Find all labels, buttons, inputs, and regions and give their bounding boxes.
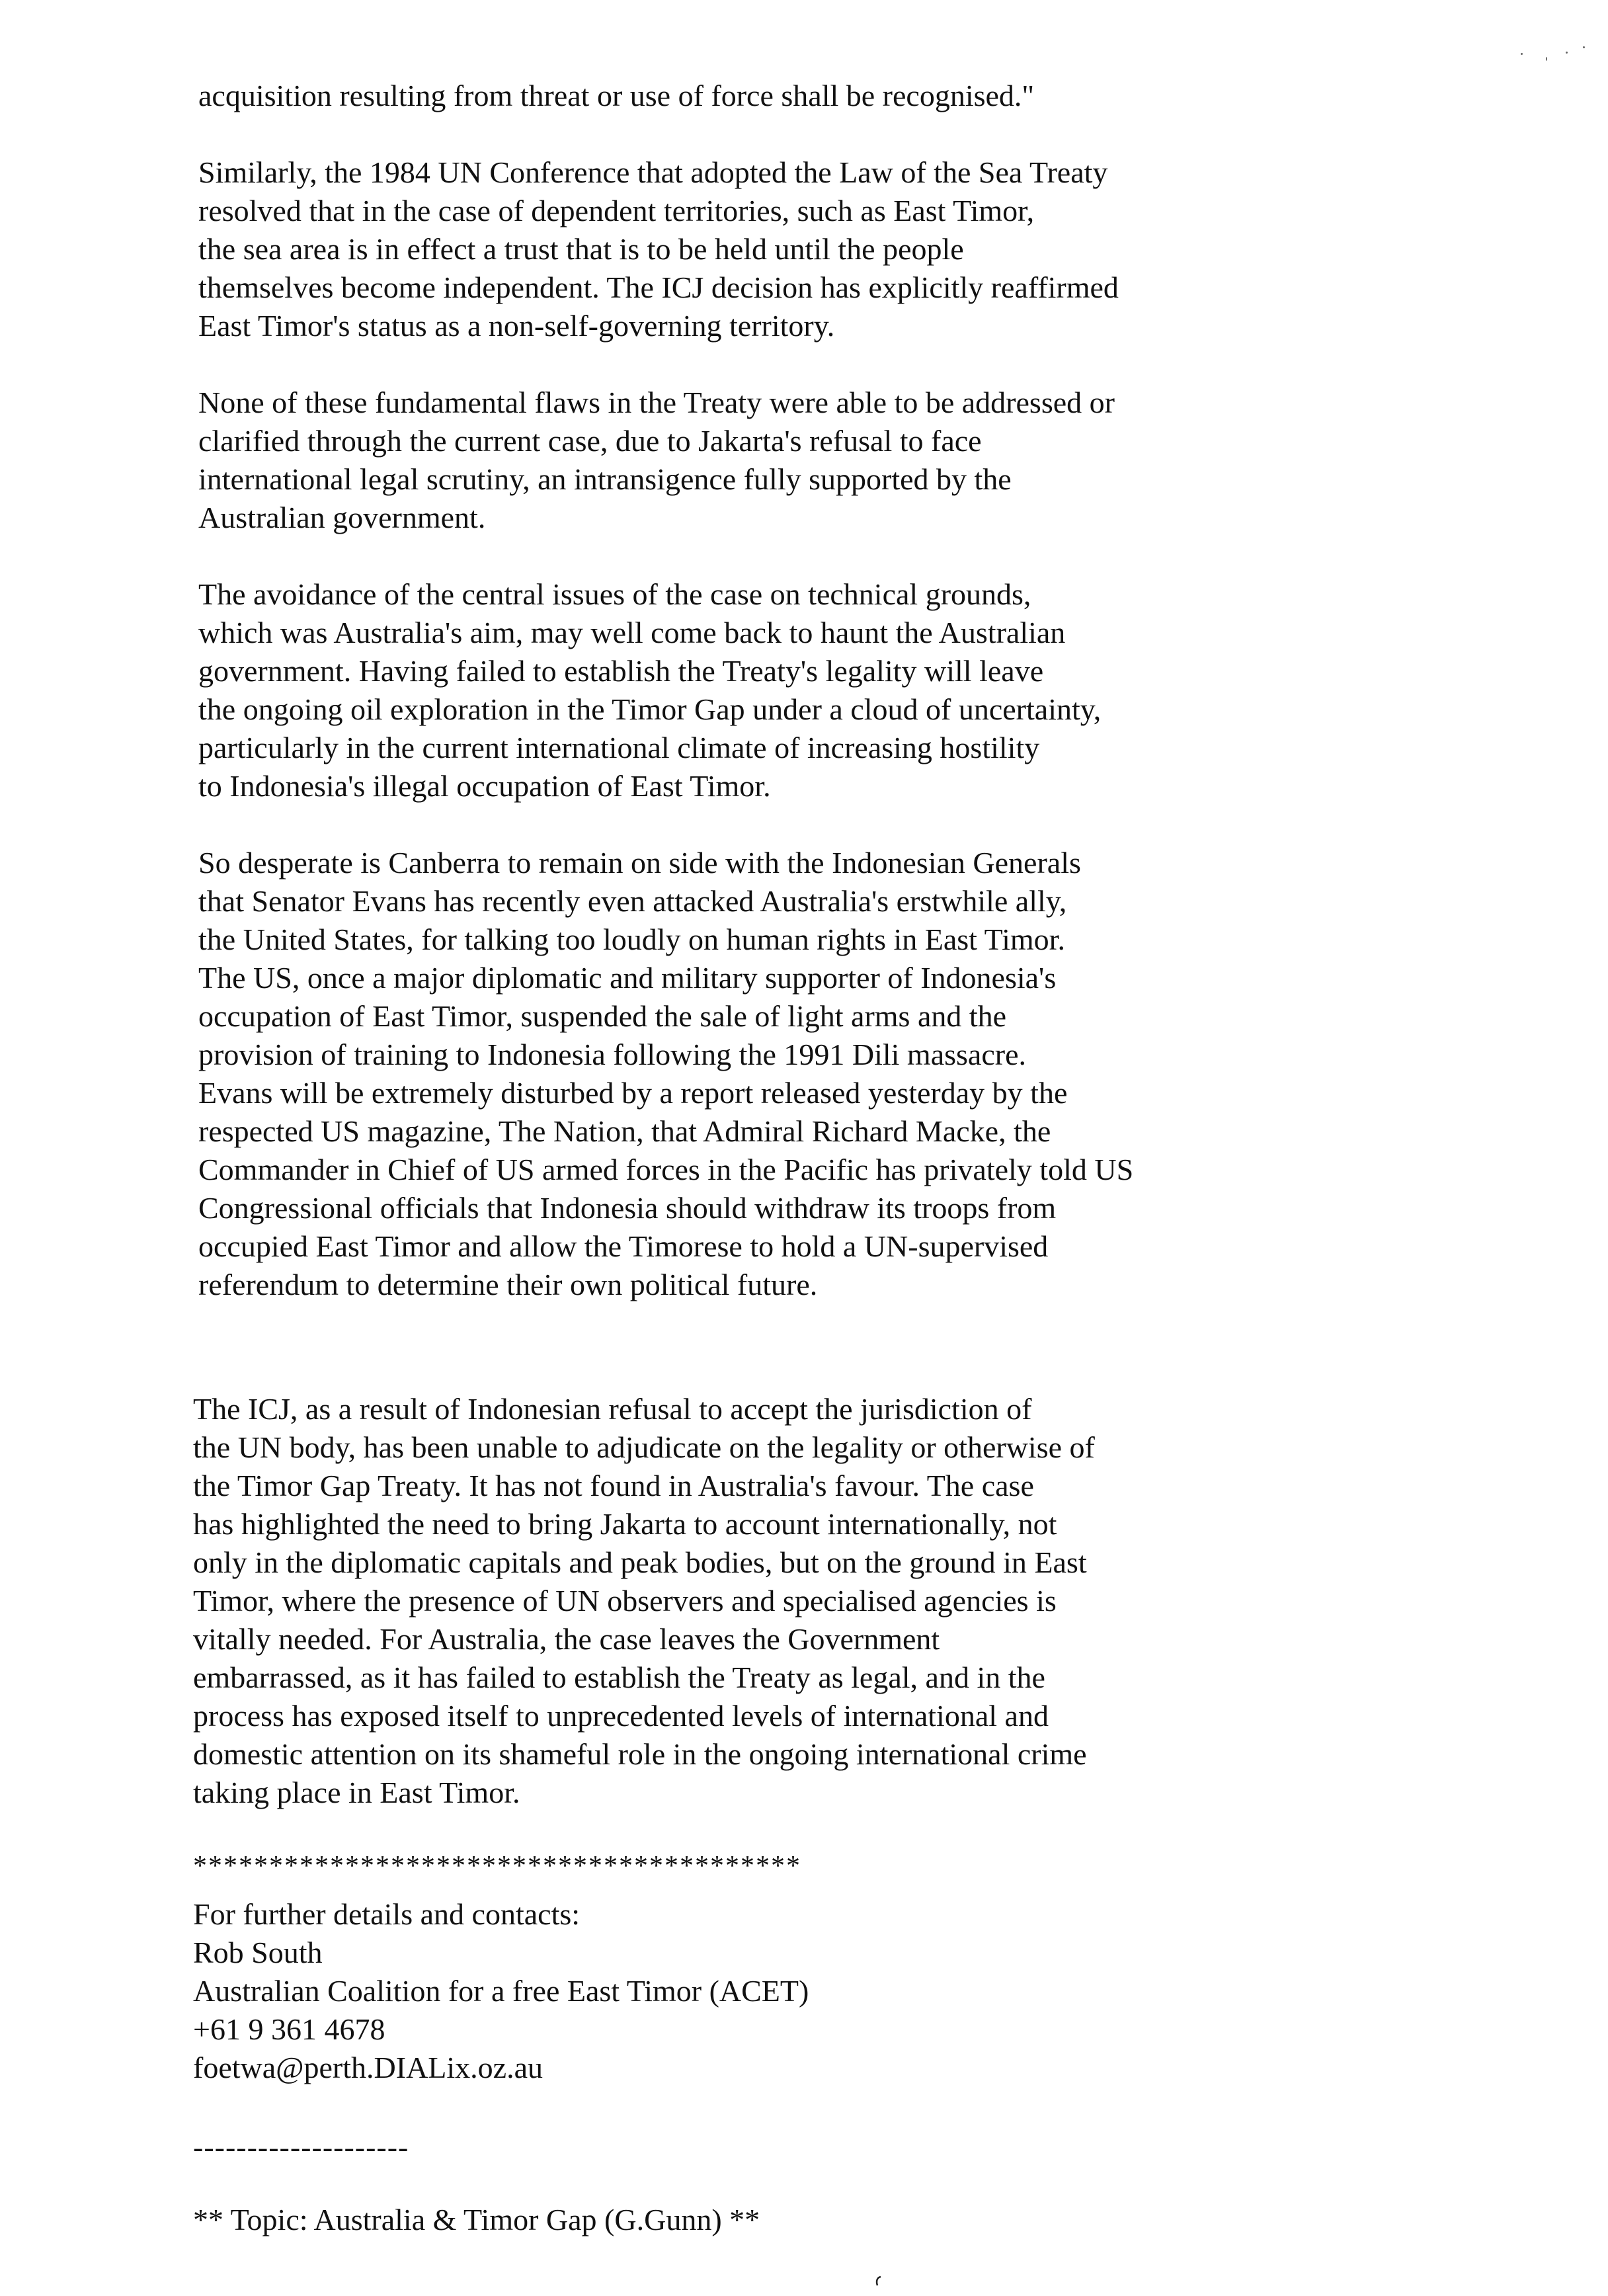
- paragraph-3-line-2: clarified through the current case, due to Jakarta's refusal to face: [198, 424, 982, 458]
- paragraph-5-line-12: referendum to determine their own political future.: [198, 1268, 818, 1301]
- paragraph-6-line-11: taking place in East Timor.: [193, 1776, 520, 1809]
- paragraph-2-line-1: Similarly, the 1984 UN Conference that adopted the Law of the Sea Treaty: [198, 155, 1108, 189]
- paragraph-2-line-4: themselves become independent. The ICJ decision has explicitly reaffirmed: [198, 270, 1119, 304]
- paragraph-6-line-3: the Timor Gap Treaty. It has not found in Australia's favour. The case: [193, 1469, 1034, 1502]
- dash-separator: --------------------: [193, 2130, 409, 2164]
- paragraph-6-line-5: only in the diplomatic capitals and peak bodies, but on the ground in East: [193, 1545, 1087, 1579]
- paragraph-5-line-3: the United States, for talking too loudly on human rights in East Timor.: [198, 922, 1065, 956]
- contact-email: foetwa@perth.DIALix.oz.au: [193, 2051, 543, 2084]
- paragraph-3-line-1: None of these fundamental flaws in the Treaty were able to be addressed or: [198, 386, 1115, 419]
- paragraph-5-line-2: that Senator Evans has recently even attacked Australia's erstwhile ally,: [198, 884, 1067, 918]
- contact-phone: +61 9 361 4678: [193, 2012, 385, 2046]
- paragraph-4-line-6: to Indonesia's illegal occupation of East Timor.: [198, 769, 771, 803]
- paragraph-4-line-3: government. Having failed to establish the Treaty's legality will leave: [198, 654, 1044, 688]
- paragraph-4-line-2: which was Australia's aim, may well come back to haunt the Australian: [198, 616, 1066, 649]
- star-separator: ****************************************: [193, 1851, 801, 1881]
- contact-name: Rob South: [193, 1936, 323, 1969]
- paragraph-5-line-4: The US, once a major diplomatic and military supporter of Indonesia's: [198, 961, 1057, 995]
- paragraph-1-line-1: acquisition resulting from threat or use of force shall be recognised.": [198, 79, 1035, 112]
- paragraph-4-line-4: the ongoing oil exploration in the Timor Gap under a cloud of uncertainty,: [198, 692, 1102, 726]
- contact-heading: For further details and contacts:: [193, 1897, 581, 1931]
- paragraph-5-line-7: Evans will be extremely disturbed by a report released yesterday by the: [198, 1076, 1068, 1110]
- paragraph-5-line-6: provision of training to Indonesia following the 1991 Dili massacre.: [198, 1038, 1026, 1071]
- paragraph-3-line-3: international legal scrutiny, an intransigence fully supported by the: [198, 462, 1012, 496]
- paragraph-6-line-8: embarrassed, as it has failed to establish the Treaty as legal, and in the: [193, 1660, 1045, 1694]
- paragraph-5-line-10: Congressional officials that Indonesia should withdraw its troops from: [198, 1191, 1057, 1225]
- paragraph-6-line-4: has highlighted the need to bring Jakarta to account internationally, not: [193, 1507, 1057, 1541]
- scan-specks: [1514, 40, 1593, 66]
- paragraph-4-line-5: particularly in the current international climate of increasing hostility: [198, 731, 1040, 764]
- paragraph-2-line-5: East Timor's status as a non-self-governing territory.: [198, 309, 835, 343]
- paragraph-5-line-9: Commander in Chief of US armed forces in the Pacific has privately told US: [198, 1153, 1134, 1186]
- paragraph-3-line-4: Australian government.: [198, 501, 486, 534]
- scan-mark: [873, 2275, 885, 2287]
- paragraph-4-line-1: The avoidance of the central issues of the case on technical grounds,: [198, 577, 1031, 611]
- topic-line: ** Topic: Australia & Timor Gap (G.Gunn) **: [193, 2203, 760, 2236]
- paragraph-6-line-2: the UN body, has been unable to adjudicate on the legality or otherwise of: [193, 1430, 1095, 1464]
- paragraph-6-line-1: The ICJ, as a result of Indonesian refusal to accept the jurisdiction of: [193, 1392, 1032, 1426]
- paragraph-6-line-7: vitally needed. For Australia, the case leaves the Government: [193, 1622, 940, 1656]
- paragraph-5-line-11: occupied East Timor and allow the Timorese to hold a UN-supervised: [198, 1229, 1049, 1263]
- paragraph-2-line-2: resolved that in the case of dependent territories, such as East Timor,: [198, 194, 1035, 227]
- paragraph-6-line-10: domestic attention on its shameful role in the ongoing international crime: [193, 1737, 1087, 1771]
- paragraph-5-line-1: So desperate is Canberra to remain on side with the Indonesian Generals: [198, 846, 1081, 880]
- paragraph-2-line-3: the sea area is in effect a trust that is to be held until the people: [198, 232, 964, 266]
- paragraph-5-line-5: occupation of East Timor, suspended the sale of light arms and the: [198, 999, 1007, 1033]
- contact-organisation: Australian Coalition for a free East Timor (ACET): [193, 1974, 809, 2008]
- paragraph-5-line-8: respected US magazine, The Nation, that Admiral Richard Macke, the: [198, 1114, 1051, 1148]
- paragraph-6-line-6: Timor, where the presence of UN observers and specialised agencies is: [193, 1584, 1057, 1618]
- paragraph-6-line-9: process has exposed itself to unprecedented levels of international and: [193, 1699, 1049, 1733]
